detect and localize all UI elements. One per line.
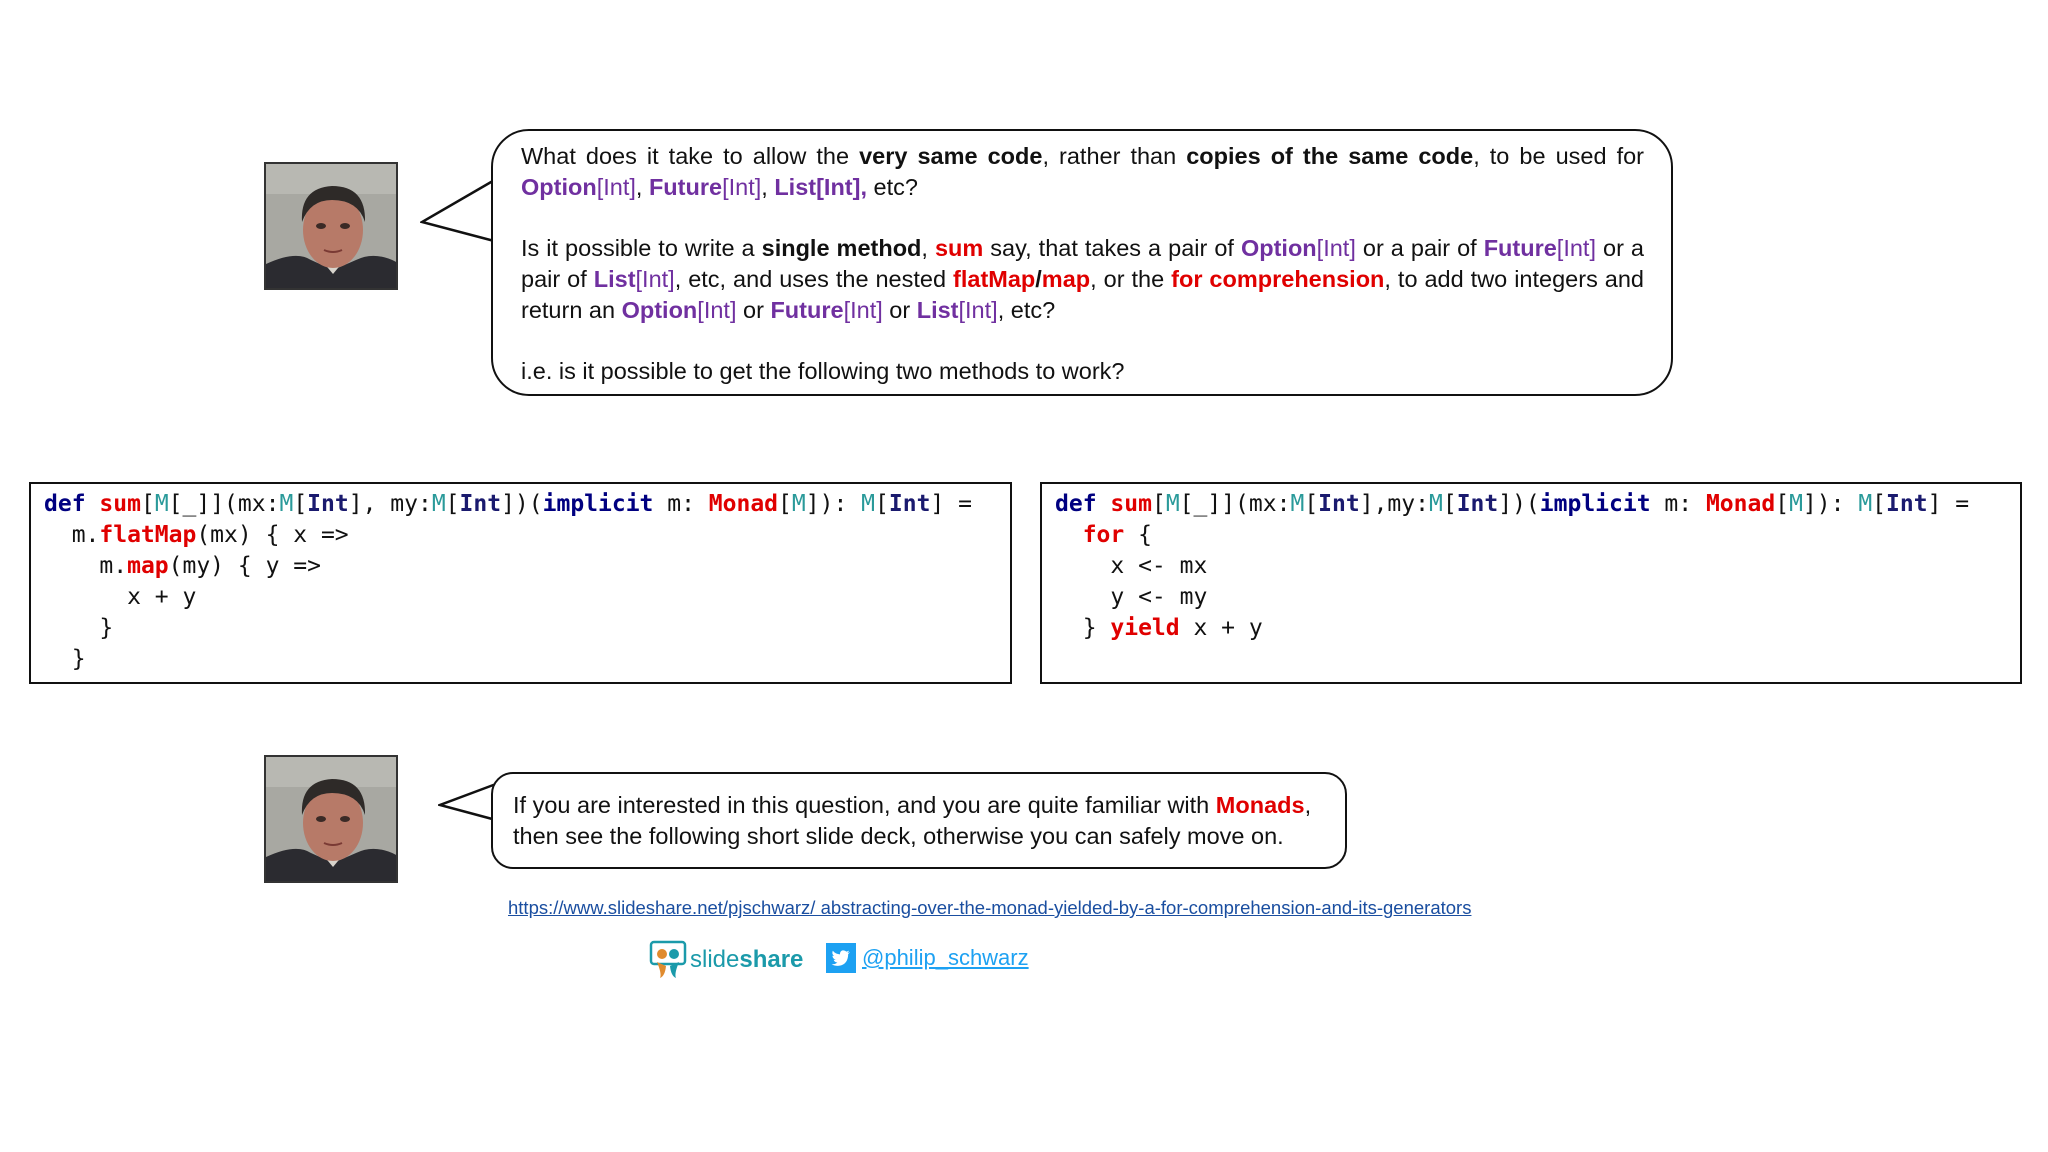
followup-line-2: then see the following short slide deck, otherwise you can safely move on. [513,823,1284,849]
code-block-for-comprehension [1040,482,2022,684]
followup-bubble [491,772,1347,869]
question-bubble [491,129,1673,396]
slideshare-wordmark-share: share [739,946,804,973]
question-paragraph-2: Is it possible to write a single method, sum say, that takes a pair of Option[Int] or a pair of Future[Int] or a pair of List[Int], etc, and uses the nested flatMap/map, or the for comprehension, to add two integers and return an Option[Int] or Future[Int] or List[Int], etc? [521,235,1644,323]
question-paragraph-3: i.e. is it possible to get the following two methods to work? [521,358,1125,384]
twitter-icon [826,943,856,973]
slide-deck-link[interactable]: https://www.slideshare.net/pjschwarz/ abstracting-over-the-monad-yielded-by-a-for-comprehension-and-its-generators [508,897,1472,918]
code-line: def sum[M[_]](mx:M[Int],my:M[Int])(implicit m: Monad[M]): M[Int] = [1055,491,1970,517]
author-photo [266,757,398,883]
code-line: } yield x + y [1055,615,1263,641]
author-avatar-bottom [264,755,398,883]
code-line: y <- my [1055,584,1208,610]
code-line: for { [1082,522,1152,548]
code-line: m.flatMap(mx) { x => [44,522,349,548]
code-line: def sum[M[_]](mx:M[Int], my:M[Int])(implicit m: Monad[M]): M[Int] = [44,491,972,517]
followup-line-1: If you are interested in this question, and you are quite familiar with Monads, [513,792,1312,818]
slideshare-badge[interactable] [648,940,803,980]
speech-tail-top [420,170,500,250]
twitter-handle[interactable] [826,943,1029,973]
code-line: } [44,646,86,672]
code-line: m.map(my) { y => [44,553,321,579]
speech-tail-bottom [438,780,498,830]
slideshare-icon [648,940,688,980]
code-line: x + y [44,584,197,610]
twitter-handle-text: @philip_schwarz [862,945,1029,970]
slideshare-wordmark-slide: slide [690,946,740,973]
code-line: x <- mx [1055,553,1208,579]
question-paragraph-1: What does it take to allow the very same code, rather than copies of the same code, to be used for Option[Int], Future[Int], List[Int], etc? [521,143,1644,200]
author-photo [266,164,398,290]
code-block-flatmap [29,482,1012,684]
code-line: } [44,615,114,641]
author-avatar-top [264,162,398,290]
